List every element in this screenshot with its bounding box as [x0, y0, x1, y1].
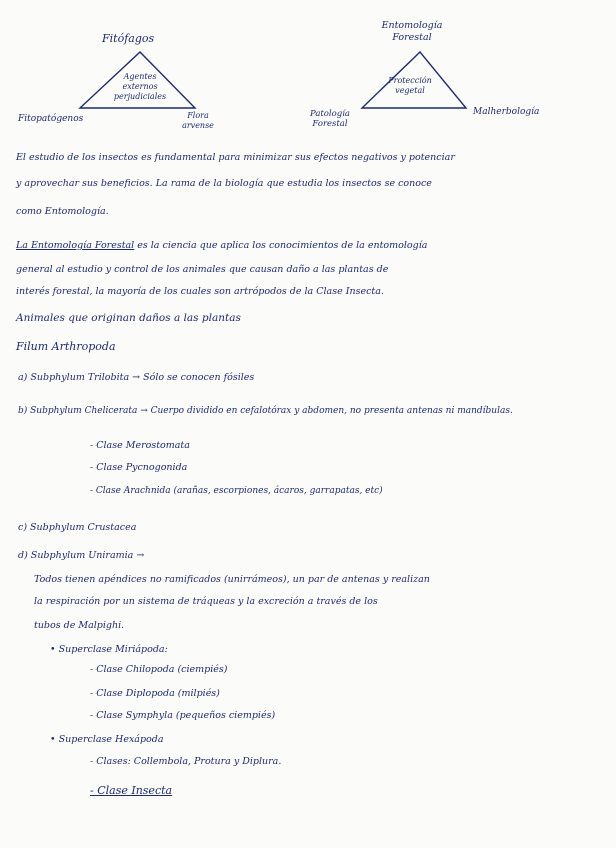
left-center-line-3: perjudiciales — [113, 92, 167, 101]
right-center-line-1: Protección — [388, 76, 432, 85]
para1-line-2: y aprovechar sus beneficios. La rama de la biología que estudia los insectos se conoce — [16, 178, 432, 189]
right-diagram-top-text: Entomología Forestal — [381, 20, 443, 43]
para2-line-1-rest: es la ciencia que aplica los conocimientos de la entomología — [134, 240, 428, 251]
hexapoda-item-1: - Clases: Collembola, Protura y Diplura. — [90, 756, 282, 767]
subphylum-d: d) Subphylum Uniramia → — [18, 550, 145, 561]
right-diagram-right-label: Malherbología — [473, 107, 540, 117]
filum-line: Filum Arthropoda — [16, 340, 116, 353]
right-center-line-2: vegetal — [395, 86, 425, 95]
para2-line-1 — [16, 240, 427, 251]
uniramia-line-1: Todos tienen apéndices no ramificados (unirrámeos), un par de antenas y realizan — [34, 574, 430, 585]
subphylum-c: c) Subphylum Crustacea — [18, 522, 137, 533]
subphylum-b: b) Subphylum Chelicerata → Cuerpo dividido en cefalotórax y abdomen, no presenta antenas ni mandíbulas. — [18, 406, 513, 416]
para1-line-3: como Entomología. — [16, 206, 109, 217]
animales-line: Animales que originan daños a las plantas — [16, 312, 241, 324]
para2-line-3: interés forestal, la mayoría de los cuales son artrópodos de la Clase Insecta. — [16, 286, 384, 297]
left-center-line-2: externos — [122, 82, 158, 91]
right-diagram-left-text: Patología Forestal — [309, 109, 350, 129]
left-diagram-right-label — [178, 111, 218, 131]
superclase-miriapoda: • Superclase Miriápoda: — [50, 644, 168, 655]
left-diagram-top-label: Fitófagos — [102, 32, 155, 45]
uniramia-line-2: la respiración por un sistema de tráqueas y la excreción a través de los — [34, 596, 378, 607]
left-center-line-1: Agentes — [123, 72, 157, 81]
chel-item-2: - Clase Pycnogonida — [90, 462, 188, 473]
chel-item-1: - Clase Merostomata — [90, 440, 190, 451]
miriapoda-item-2: - Clase Diplopoda (milpiés) — [90, 688, 220, 699]
superclase-hexapoda: • Superclase Hexápoda — [50, 734, 164, 745]
uniramia-line-3: tubos de Malpighi. — [34, 620, 125, 631]
right-diagram-center — [382, 76, 438, 96]
miriapoda-item-3: - Clase Symphyla (pequeños ciempiés) — [90, 710, 276, 721]
right-diagram-left-label — [306, 109, 354, 129]
left-diagram-center — [104, 72, 176, 102]
left-diagram-left-label: Fitopatógenos — [18, 114, 84, 124]
miriapoda-item-1: - Clase Chilopoda (ciempiés) — [90, 664, 228, 675]
right-diagram-top-label — [372, 20, 452, 44]
chel-item-3: - Clase Arachnida (arañas, escorpiones, ácaros, garrapatas, etc) — [90, 486, 383, 496]
entomologia-forestal-term: La Entomología Forestal — [16, 240, 135, 251]
left-diagram-right-text: Flora arvense — [182, 111, 214, 130]
para2-line-2: general al estudio y control de los animales que causan daño a las plantas de — [16, 264, 389, 275]
para1-line-1: El estudio de los insectos es fundamental para minimizar sus efectos negativos y potenciar — [16, 152, 455, 163]
hexapoda-item-2: - Clase Insecta — [90, 784, 173, 797]
subphylum-a: a) Subphylum Trilobita → Sólo se conocen fósiles — [18, 372, 255, 383]
